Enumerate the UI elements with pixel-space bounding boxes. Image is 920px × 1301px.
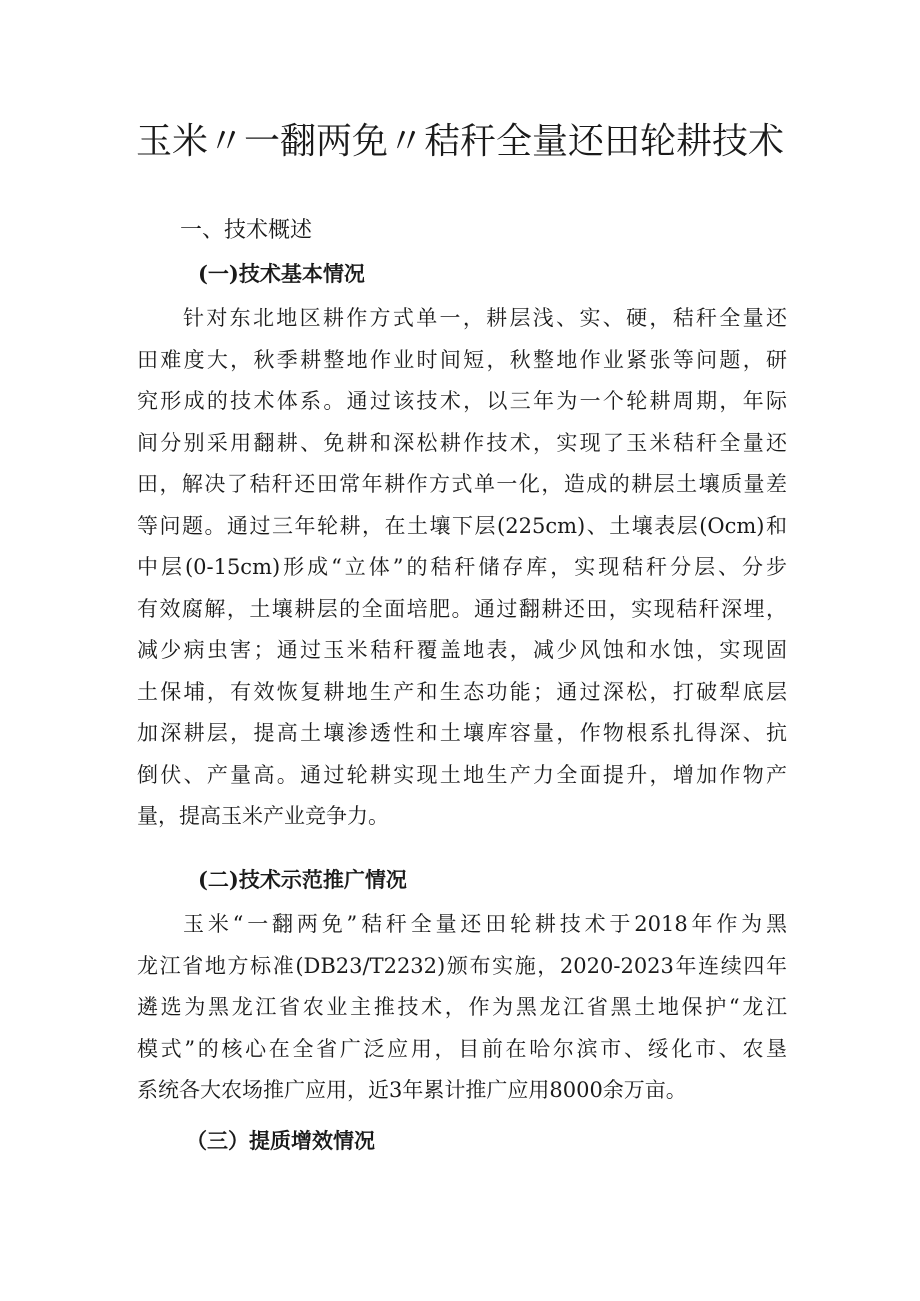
paragraph-line: 中层(0-15cm)形成“立体”的秸秆储存库，实现秸秆分层、分步 xyxy=(137,555,787,579)
paragraph-line: 系统各大农场推广应用，近3年累计推广应用8000余万亩。 xyxy=(137,1078,687,1102)
paragraph-line: 土保埔，有效恢复耕地生产和生态功能；通过深松，打破犁底层 xyxy=(137,679,787,704)
subheading-promotion: (二)技术示范推广情况 xyxy=(198,867,407,892)
paragraph-line: 龙江省地方标准(DB23/T2232)颁布实施，2020-2023年连续四年 xyxy=(137,953,787,978)
document-title: 玉米〃一翻两免〃秸秆全量还田轮耕技术 xyxy=(135,121,784,162)
paragraph-line: 针对东北地区耕作方式单一，耕层浅、实、硬，秸秆全量还 xyxy=(183,306,787,330)
paragraph-line: 倒伏、产量高。通过轮耕实现土地生产力全面提升，增加作物产 xyxy=(137,762,787,787)
subheading-basic-situation: (一)技术基本情况 xyxy=(198,261,365,286)
paragraph-line: 究形成的技术体系。通过该技术，以三年为一个轮耕周期，年际 xyxy=(137,389,787,413)
paragraph-promotion xyxy=(137,904,787,1112)
paragraph-line: 加深耕层，提高土壤渗透性和土壤库容量，作物根系扎得深、抗 xyxy=(137,721,787,745)
paragraph-line: 间分别采用翻耕、免耕和深松耕作技术，实现了玉米秸秆全量还 xyxy=(137,430,787,455)
paragraph-line: 有效腐解，土壤耕层的全面培肥。通过翻耕还田，实现秸秆深埋， xyxy=(137,596,787,621)
subheading-quality-efficiency: （三）提质增效情况 xyxy=(186,1128,375,1153)
paragraph-line: 减少病虫害；通过玉米秸秆覆盖地表，减少风蚀和水蚀，实现固 xyxy=(137,638,787,662)
paragraph-line: 量，提高玉米产业竞争力。 xyxy=(137,804,389,828)
paragraph-line: 等问题。通过三年轮耕，在土壤下层(225cm)、土壤表层(Ocm)和 xyxy=(137,513,787,538)
paragraph-line: 遴选为黑龙江省农业主推技术，作为黑龙江省黑土地保护“龙江 xyxy=(137,995,787,1019)
paragraph-basic-situation xyxy=(137,298,787,838)
paragraph-line: 玉米“一翻两免”秸秆全量还田轮耕技术于2018年作为黑 xyxy=(183,912,787,936)
paragraph-line: 田，解决了秸秆还田常年耕作方式单一化，造成的耕层土壤质量差 xyxy=(137,472,787,496)
paragraph-line: 模式”的核心在全省广泛应用，目前在哈尔滨市、绥化市、农垦 xyxy=(137,1036,787,1061)
paragraph-line: 田难度大，秋季耕整地作业时间短，秋整地作业紧张等问题，研 xyxy=(137,347,787,372)
section-heading-overview: 一、技术概述 xyxy=(180,218,313,243)
